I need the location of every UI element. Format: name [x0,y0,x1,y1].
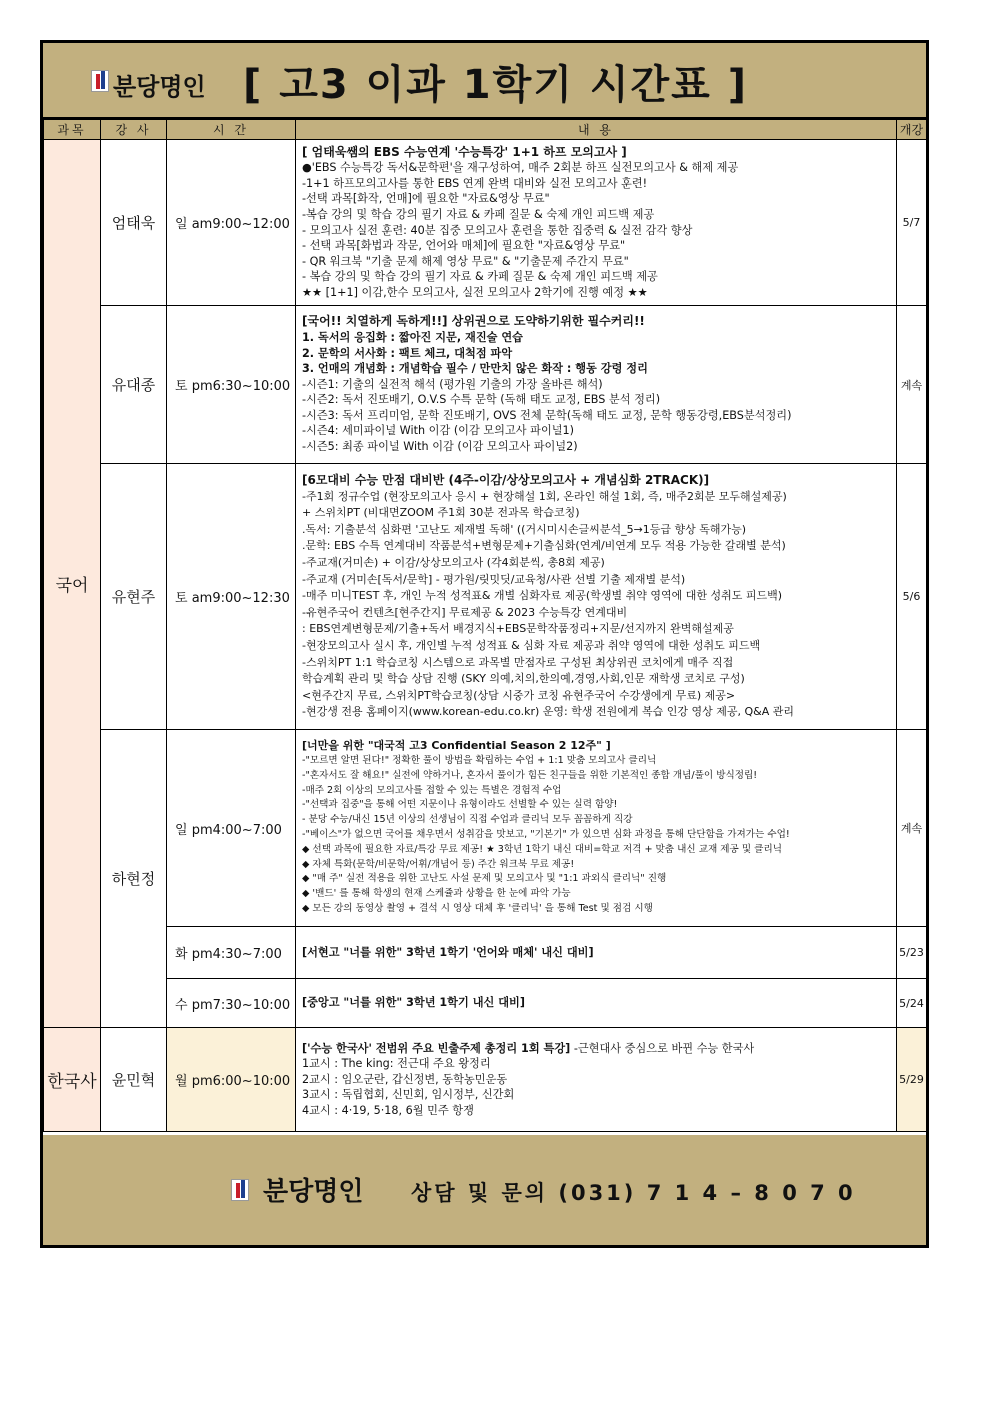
content-line: - QR 워크북 "기출 문제 해제 영상 무료" & "기출문제 주간지 무료" [302,254,629,268]
contact-info: 상담 및 문의 (031) 7 1 4 – 8 0 7 0 [411,1181,856,1205]
content-line: -시즌4: 세미파이널 With 이감 (이감 모의고사 파이널1) [302,424,575,438]
col-teacher: 강 사 [101,120,167,140]
page-title: [ 고3 이과 1학기 시간표 ] [243,62,748,108]
class-time: 일 am9:00~12:00 [167,140,296,306]
course-title: [6모대비 수능 만점 대비반 (4주-이감/상상모의고사 + 개념심화 2TRACK)] [302,473,710,488]
start-date: 5/23 [897,927,927,979]
content-line: -매주 미니TEST 후, 개인 누적 성적표& 개별 심화자료 제공(학생별 취약 영역에 대한 성취도 피드백) [302,589,782,603]
academy-logo-icon [91,70,109,92]
content-line: -스위치PT 1:1 학습코칭 시스템으로 과목별 만점자로 구성된 최상위권 코치에게 매주 직접 [302,655,734,669]
class-content [296,306,897,464]
content-line: [서현고 "너를 위한" 3학년 1학기 '언어와 매체' 내신 대비] [302,945,594,959]
content-line: -"혼자서도 잘 해요!" 실전에 약하거나, 혼자서 풀이가 힘든 친구들을 위한 기본적인 종합 개념/풀이 방식정립! [302,769,758,781]
start-date: 5/7 [897,140,927,306]
content-line: - 복습 강의 및 학습 강의 필기 자료 & 카페 질문 & 숙제 개인 피드백 제공 [302,270,658,284]
teacher-name: 엄태욱 [101,140,167,306]
class-time: 화 pm4:30~7:00 [167,927,296,979]
class-content [296,140,897,306]
course-title: ['수능 한국사' 전범위 주요 빈출주제 총정리 1회 특강] [302,1041,571,1055]
table-row [44,927,927,979]
col-subject: 과목 [44,120,101,140]
content-line: ◆ "매 주" 실전 적용을 위한 고난도 사설 문제 및 모의고사 및 "1:1 과외식 클리닉" 진행 [302,873,667,885]
content-line: -유현주국어 컨텐츠[현주간지] 무료제공 & 2023 수능특강 연계대비 [302,605,628,619]
content-line: -복습 강의 및 학습 강의 필기 자료 & 카페 질문 & 숙제 개인 피드백 제공 [302,207,655,221]
content-line: ★★ [1+1] 이감,한수 모의고사, 실전 모의고사 2학기에 진행 예정 ★★ [302,285,648,299]
content-line: [중앙고 "너를 위한" 3학년 1학기 내신 대비] [302,996,525,1010]
content-line: -현강생 전용 홈페이지(www.korean-edu.co.kr) 운영: 학생 전원에게 복습 인강 영상 제공, Q&A 관리 [302,705,794,719]
start-date: 계속 [897,730,927,927]
course-title: [너만을 위한 "대국적 고3 Confidential Season 2 12주" ] [302,739,611,753]
start-date: 5/6 [897,464,927,730]
class-time: 수 pm7:30~10:00 [167,979,296,1028]
teacher-name: 윤민혁 [101,1028,167,1132]
subject-history: 한국사 [44,1028,101,1132]
schedule-table [43,119,927,1132]
start-date: 5/24 [897,979,927,1028]
content-line: - 모의고사 실전 훈련: 40분 집중 모의고사 훈련을 통한 집중력 & 실전 감각 향상 [302,223,693,237]
footer-banner [43,1135,926,1245]
content-line: ◆ '밴드' 를 통해 학생의 현재 스케쥴과 상황을 한 눈에 파악 가능 [302,888,571,900]
academy-logo-icon [231,1179,249,1201]
content-line: ●'EBS 수능특강 독서&문학편'을 재구성하여, 매주 2회분 하프 실전모의고사 & 해제 제공 [302,161,739,175]
content-line: 4교시 : 4·19, 5·18, 6월 민주 항쟁 [302,1103,474,1117]
start-date: 5/29 [897,1028,927,1132]
content-line: -현장모의고사 실시 후, 개인별 누적 성적표 & 심화 자료 제공과 취약 영역에 대한 성취도 피드백 [302,638,761,652]
content-line: + 스위치PT (비대면ZOOM 주1회 30분 전과목 학습코칭) [302,506,580,520]
content-line: -매주 2회 이상의 모의고사를 접할 수 있는 특별은 경험적 수업 [302,784,562,796]
content-line: -주교재 (거미손[독서/문학] - 평가원/릿밋딧/교육청/사관 선별 기출 제재별 분석) [302,572,686,586]
content-line: -시즌2: 독서 진또배기, O.V.S 수특 문학 (독해 태도 교정, EBS 분석 정리) [302,393,661,407]
content-line: -"선택과 집중"을 통해 어떤 지문이나 유형이라도 선별할 수 있는 실력 함양! [302,799,618,811]
content-line: -주1회 정규수업 (현장모의고사 응시 + 현장해설 1회, 온라인 해설 1회, 즉, 매주2회분 모두해설제공) [302,489,787,503]
table-row [44,1028,927,1132]
class-content [296,1028,897,1132]
content-line: .독서: 기출분석 심화편 '고난도 제재별 독해' ((거시미시손글씨분석_5→1등급 향상 독해가능) [302,522,747,536]
start-date: 계속 [897,306,927,464]
class-time: 일 pm4:00~7:00 [167,730,296,927]
content-line: -"모르면 알면 된다!" 정확한 풀이 방법을 확립하는 수업 + 1:1 맞춤 모의고사 클리닉 [302,755,657,767]
timetable-frame [40,40,929,1248]
content-line: ◆ 자체 특화(문학/비문학/어휘/개념어 등) 주간 워크북 무료 제공! [302,858,575,870]
class-content [296,730,897,927]
content-line: 3교시 : 독립협회, 신민회, 임시정부, 신간회 [302,1088,515,1102]
class-time: 토 am9:00~12:30 [167,464,296,730]
table-header-row [44,120,927,140]
col-content: 내 용 [296,120,897,140]
content-line: - 분당 수능/내신 15년 이상의 선생님이 직접 수업과 클리닉 모두 꼼꼼하게 직강 [302,814,633,826]
content-line: : EBS연계변형문제/기출+독서 배경지식+EBS문학작품정리+지문/선지까지 완벽해설제공 [302,622,734,636]
content-line: ◆ 모든 강의 동영상 촬영 + 결석 시 영상 대체 후 '클리닉' 을 통해 Test 및 점검 시행 [302,902,653,914]
footer-brand: 분당명인 [263,1177,364,1207]
course-subtitle: -근현대사 중심으로 바뀐 수능 한국사 [570,1041,755,1055]
class-content [296,464,897,730]
content-line: <현주간지 무료, 스위치PT학습코칭(상담 시중가 코칭 유현주국어 수강생에게 무료) 제공> [302,688,736,702]
content-line: 학습계획 관리 및 학습 상담 진행 (SKY 의예,치의,한의예,경영,사회,인문 재학생 코치로 구성) [302,672,745,686]
table-row [44,730,927,927]
class-time: 월 pm6:00~10:00 [167,1028,296,1132]
course-title: [국어!! 치열하게 독하게!!] 상위권으로 도약하기위한 필수커리!! [302,314,645,329]
table-row [44,140,927,306]
content-line: 3. 언매의 개념화 : 개념학습 필수 / 만만치 않은 화작 : 행동 강령 정리 [302,362,648,376]
content-line: -시즌3: 독서 프리미엄, 문학 진또배기, OVS 전체 문학(독해 태도 교정, 문학 행동강령,EBS분석정리) [302,408,792,422]
subject-korean: 국어 [44,140,101,1028]
content-line: 2. 문학의 서사화 : 팩트 체크, 대척점 파악 [302,346,513,360]
content-line: .문학: EBS 수특 연계대비 작품분석+변형문제+기출심화(연계/비연계 모두 적용 가능한 갈래별 분석) [302,539,786,553]
table-row [44,306,927,464]
course-title: [ 엄태욱쌤의 EBS 수능연계 '수능특강' 1+1 하프 모의고사 ] [302,144,627,159]
teacher-name: 하현정 [101,730,167,1028]
class-time: 토 pm6:30~10:00 [167,306,296,464]
content-line: -시즌1: 기출의 실전적 해석 (평가원 기출의 가장 올바른 해석) [302,377,603,391]
content-line: 1교시 : The king: 전근대 주요 왕정리 [302,1057,491,1071]
content-line: -시즌5: 최종 파이널 With 이감 (이감 모의고사 파이널2) [302,440,578,454]
content-line: 2교시 : 임오군란, 갑신정변, 동학농민운동 [302,1072,508,1086]
col-start: 개강 [897,120,927,140]
content-line: -"베이스"가 없으면 국어를 채우면서 성취감을 맛보고, "기본기" 가 있으면 심화 과정을 통해 단단함을 가져가는 수업! [302,829,790,840]
teacher-name: 유대종 [101,306,167,464]
content-line: -주교재(거미손) + 이감/상상모의고사 (각4회분씩, 총8회 제공) [302,556,605,570]
brand-name: 분당명인 [113,73,206,101]
content-line: ◆ 선택 과목에 필요한 자료/특강 무료 제공! ★ 3학년 1학기 내신 대비=학교 저격 + 맞춤 내신 교재 제공 및 클리닉 [302,843,782,855]
col-time: 시 간 [167,120,296,140]
table-row [44,979,927,1028]
header-banner [43,43,926,119]
class-content [296,979,897,1028]
class-content [296,927,897,979]
content-line: -선택 과목[화작, 언매]에 필요한 "자료&영상 무료" [302,192,550,206]
table-row [44,464,927,730]
content-line: -1+1 하프모의고사를 통한 EBS 연계 완벽 대비와 실전 모의고사 훈련! [302,176,648,190]
teacher-name: 유현주 [101,464,167,730]
content-line: - 선택 과목[화법과 작문, 언어와 매체]에 필요한 "자료&영상 무료" [302,239,626,253]
content-line: 1. 독서의 응집화 : 짧아진 지문, 재진술 연습 [302,330,523,344]
